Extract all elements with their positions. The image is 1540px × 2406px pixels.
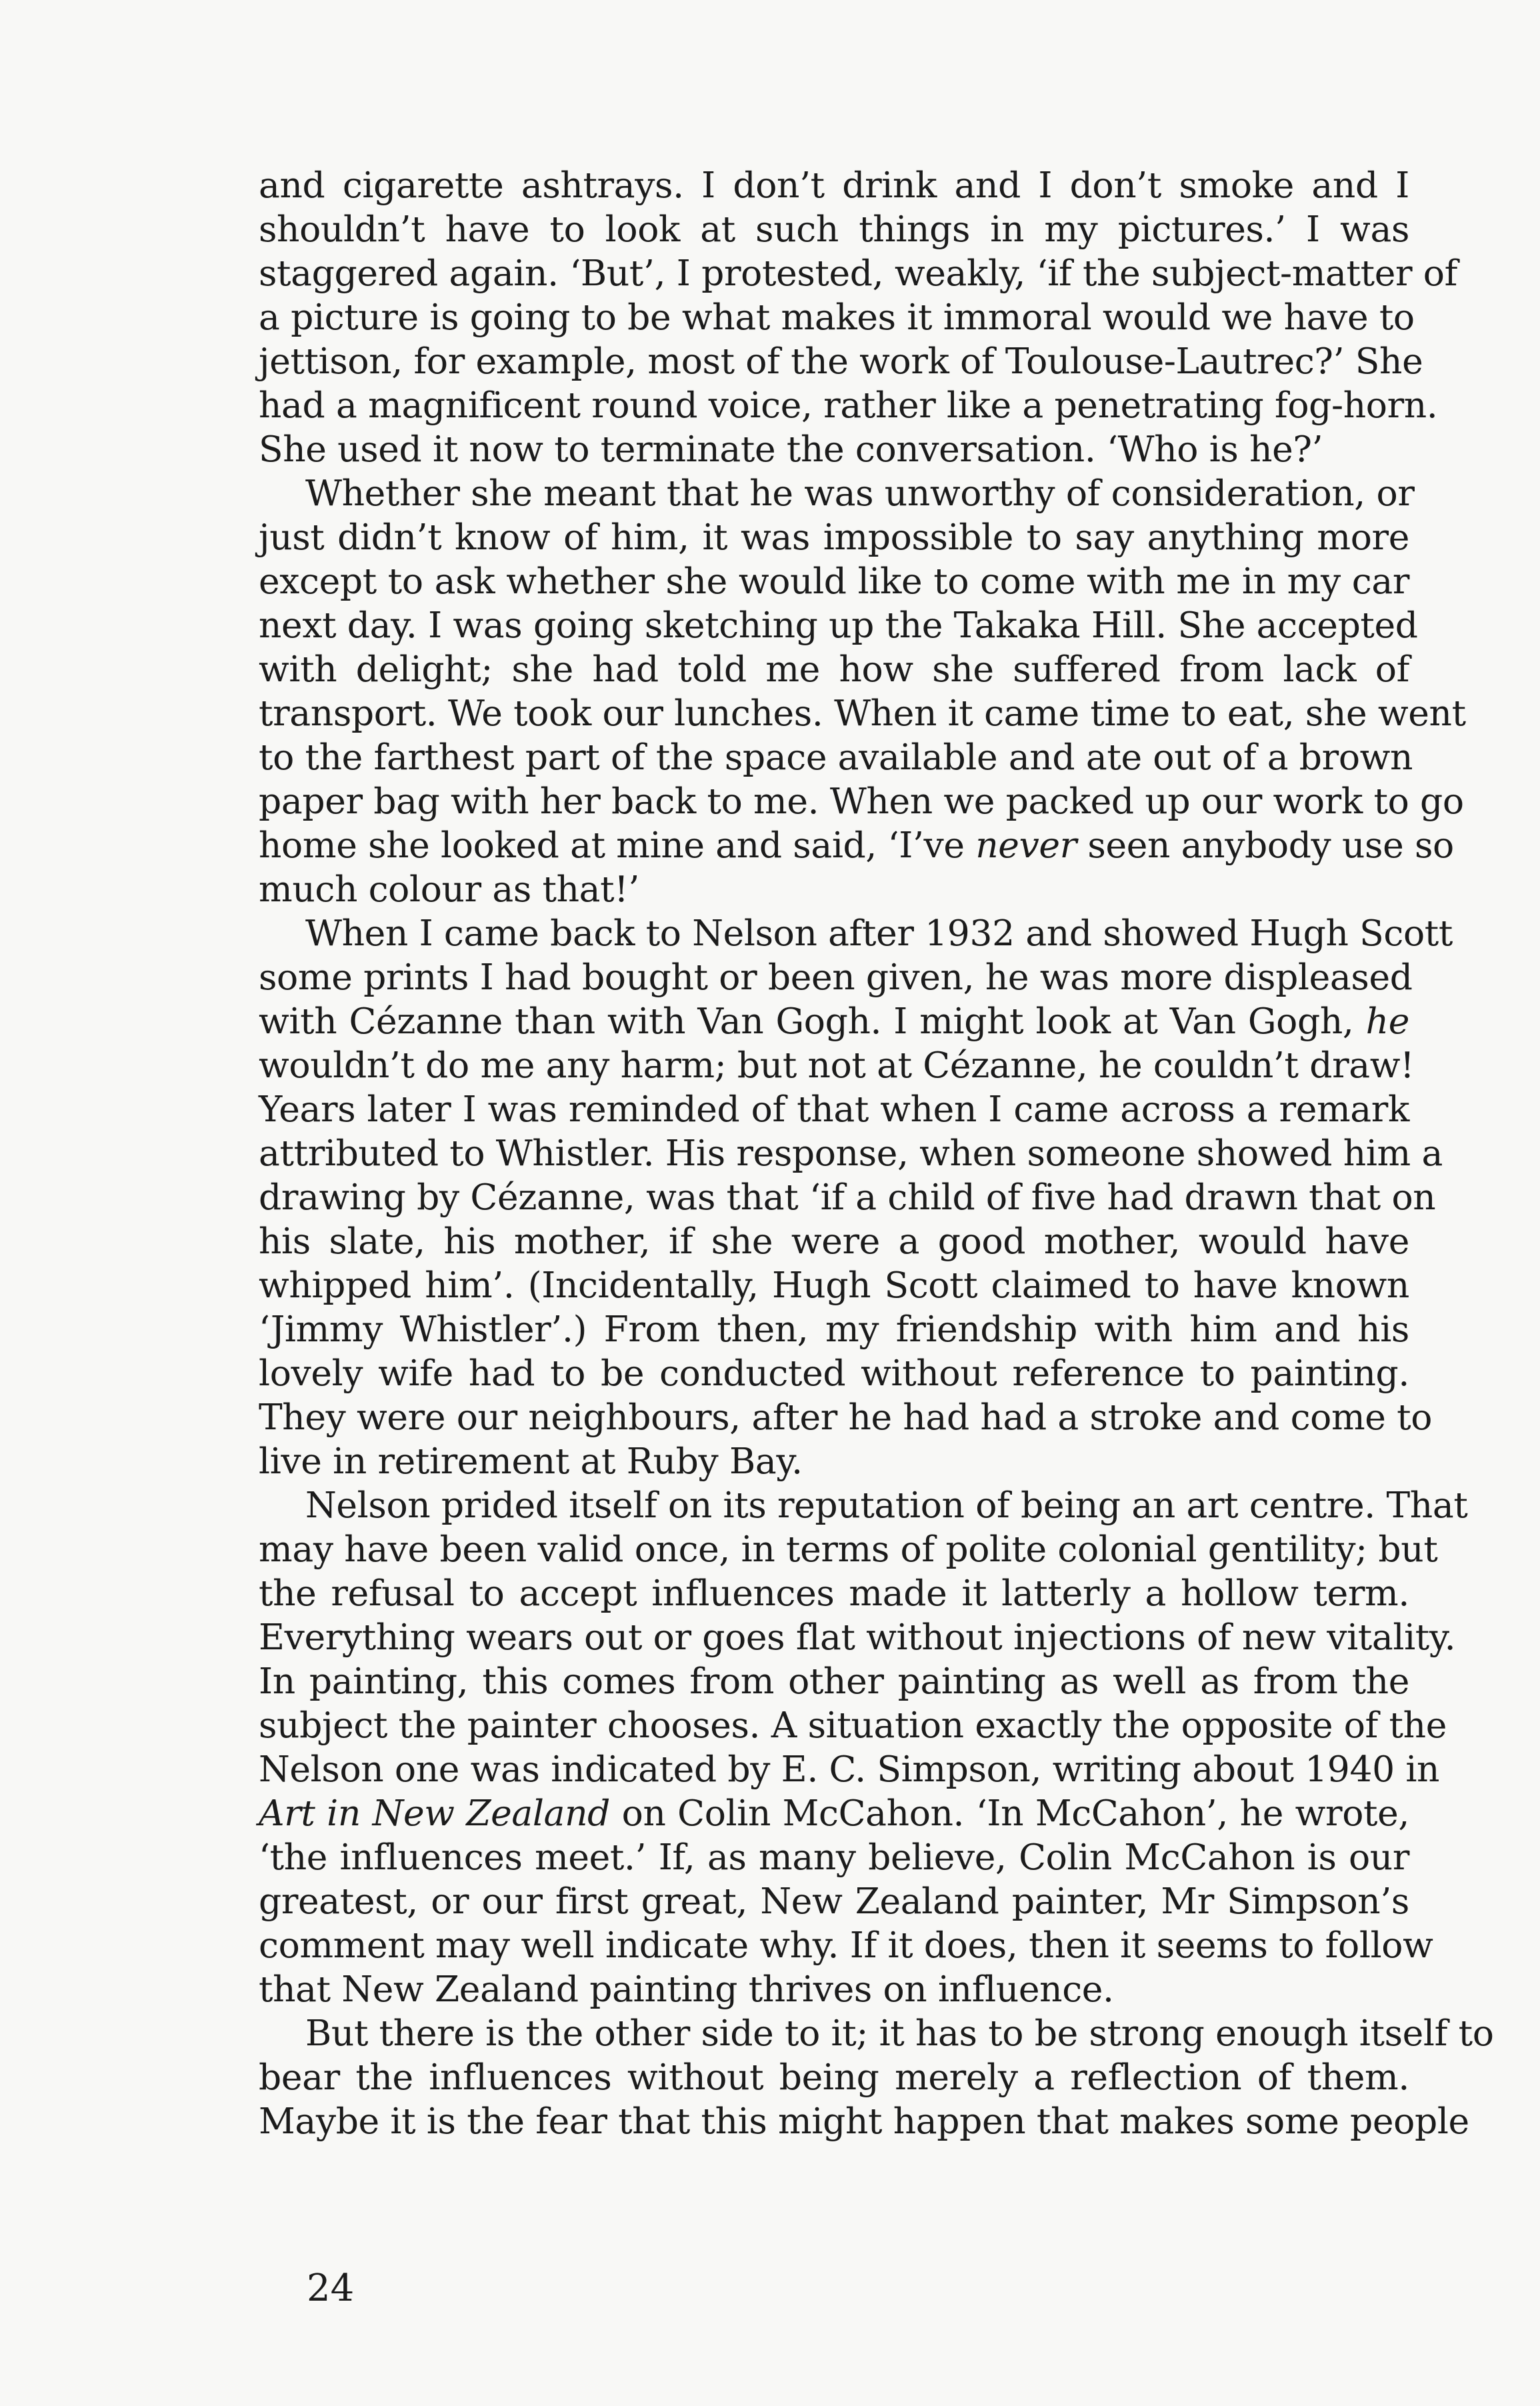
- text-line: Maybe it is the fear that this might happen that makes some people: [259, 2100, 1469, 2142]
- text-line: bear the influences without being merely a reflection of them.: [259, 2056, 1409, 2098]
- text-line: the refusal to accept influences made it latterly a hollow term.: [259, 1572, 1409, 1614]
- text-line: whipped him’. (Incidentally, Hugh Scott claimed to have known: [259, 1264, 1409, 1306]
- text-line: greatest, or our first great, New Zealand painter, Mr Simpson’s: [259, 1880, 1409, 1922]
- text-line: She used it now to terminate the conversation. ‘Who is he?’: [259, 428, 1323, 470]
- text-line: next day. I was going sketching up the Takaka Hill. She accepted: [259, 604, 1418, 646]
- text-line: paper bag with her back to me. When we packed up our work to go: [259, 780, 1464, 822]
- text-line: with delight; she had told me how she suffered from lack of: [259, 648, 1409, 690]
- text-line: transport. We took our lunches. When it came time to eat, she went: [259, 692, 1466, 734]
- text-line: staggered again. ‘But’, I protested, weakly, ‘if the subject-matter of: [259, 252, 1458, 294]
- text-line: ‘Jimmy Whistler’.) From then, my friendship with him and his: [259, 1308, 1409, 1350]
- body-text: [259, 163, 1494, 2143]
- text-line: live in retirement at Ruby Bay.: [259, 1440, 803, 1482]
- text-line: jettison, for example, most of the work of Toulouse-Lautrec?’ She: [259, 340, 1423, 382]
- text-line: Years later I was reminded of that when I came across a remark: [259, 1088, 1409, 1130]
- text-line: But there is the other side to it; it has to be strong enough itself to: [305, 2012, 1494, 2054]
- text-line: drawing by Cézanne, was that ‘if a child of five had drawn that on: [259, 1176, 1436, 1218]
- text-line: may have been valid once, in terms of polite colonial gentility; but: [259, 1528, 1438, 1570]
- text-line: Nelson one was indicated by E. C. Simpson, writing about 1940 in: [259, 1748, 1440, 1790]
- text-line: In painting, this comes from other painting as well as from the: [259, 1660, 1409, 1702]
- text-line: had a magnificent round voice, rather like a penetrating fog-horn.: [259, 384, 1438, 426]
- text-line: just didn’t know of him, it was impossible to say anything more: [259, 516, 1409, 558]
- text-line: except to ask whether she would like to come with me in my car: [259, 560, 1409, 602]
- text-line: shouldn’t have to look at such things in my pictures.’ I was: [259, 208, 1409, 250]
- text-line: much colour as that!’: [259, 868, 639, 910]
- text-line: Whether she meant that he was unworthy of consideration, or: [305, 472, 1415, 514]
- text-line: lovely wife had to be conducted without reference to painting.: [259, 1352, 1409, 1394]
- text-line: They were our neighbours, after he had had a stroke and come to: [259, 1396, 1433, 1438]
- text-line: to the farthest part of the space available and ate out of a brown: [259, 736, 1413, 778]
- text-line: Everything wears out or goes flat without injections of new vitality.: [259, 1616, 1456, 1658]
- text-line: that New Zealand painting thrives on influence.: [259, 1968, 1114, 2010]
- text-line: Nelson prided itself on its reputation of being an art centre. That: [305, 1484, 1468, 1526]
- text-line: with Cézanne than with Van Gogh. I might look at Van Gogh, he: [259, 1000, 1409, 1042]
- page-number: 24: [307, 2267, 355, 2310]
- text-line: When I came back to Nelson after 1932 and showed Hugh Scott: [305, 912, 1453, 954]
- text-line: wouldn’t do me any harm; but not at Cézanne, he couldn’t draw!: [259, 1044, 1415, 1086]
- text-line: a picture is going to be what makes it immoral would we have to: [259, 296, 1415, 338]
- text-line: subject the painter chooses. A situation exactly the opposite of the: [259, 1704, 1447, 1746]
- text-line: some prints I had bought or been given, he was more displeased: [259, 956, 1413, 998]
- text-line: comment may well indicate why. If it does, then it seems to follow: [259, 1924, 1433, 1966]
- text-line: home she looked at mine and said, ‘I’ve never seen anybody use so: [259, 824, 1454, 866]
- text-line: and cigarette ashtrays. I don’t drink and I don’t smoke and I: [259, 164, 1409, 206]
- text-line: Art in New Zealand on Colin McCahon. ‘In McCahon’, he wrote,: [259, 1792, 1409, 1834]
- text-line: ‘the influences meet.’ If, as many believe, Colin McCahon is our: [259, 1836, 1409, 1878]
- text-line: attributed to Whistler. His response, when someone showed him a: [259, 1132, 1443, 1174]
- text-line: his slate, his mother, if she were a good mother, would have: [259, 1220, 1409, 1262]
